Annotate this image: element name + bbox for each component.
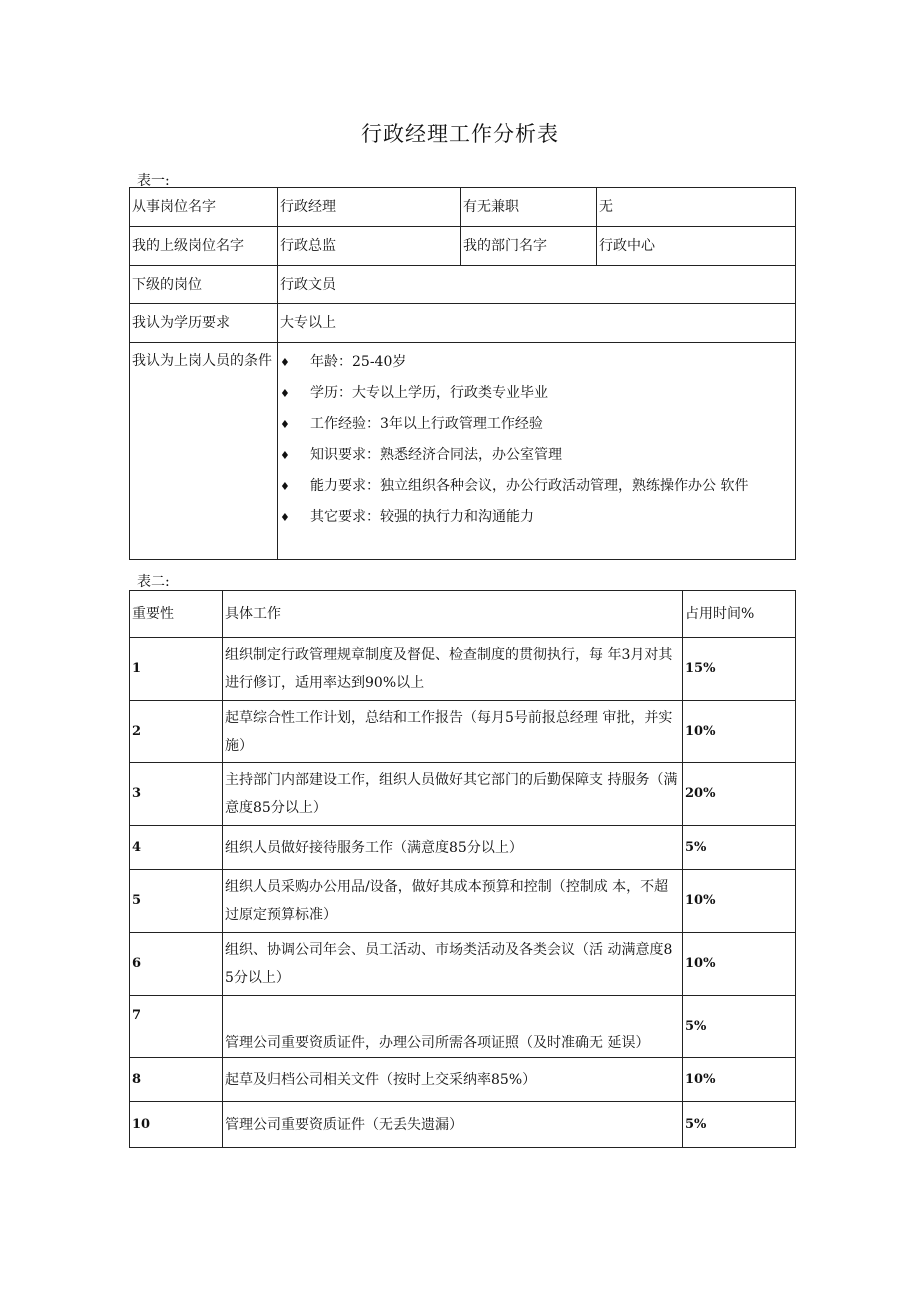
condition-item: ♦ 工作经验：3年以上行政管理工作经验 xyxy=(280,409,793,440)
row-rank: 10 xyxy=(130,1102,223,1148)
diamond-bullet-icon: ♦ xyxy=(280,480,290,493)
dept-label: 我的部门名字 xyxy=(461,227,597,266)
condition-item: ♦ 能力要求：独立组织各种会议，办公行政活动管理，熟练操作办公 软件 xyxy=(280,471,793,502)
row-rank: 7 xyxy=(130,996,223,1058)
parttime-value: 无 xyxy=(597,188,796,227)
header-work: 具体工作 xyxy=(223,591,683,638)
table1-caption: 表一: xyxy=(137,173,170,189)
job-info-table xyxy=(129,187,796,560)
row-time: 20% xyxy=(683,763,796,826)
table-row xyxy=(130,1058,796,1102)
diamond-bullet-icon: ♦ xyxy=(280,511,290,524)
table2-caption: 表二: xyxy=(137,574,170,590)
diamond-bullet-icon: ♦ xyxy=(280,418,290,431)
table-row xyxy=(130,638,796,701)
row-work: 管理公司重要资质证件，办理公司所需各项证照（及时准确无 延误） xyxy=(223,996,683,1058)
diamond-bullet-icon: ♦ xyxy=(280,449,290,462)
row-time: 5% xyxy=(683,996,796,1058)
education-label: 我认为学历要求 xyxy=(130,304,278,343)
row-work: 起草及归档公司相关文件（按时上交采纳率85%） xyxy=(223,1058,683,1102)
row-time: 10% xyxy=(683,1058,796,1102)
row-rank: 6 xyxy=(130,933,223,996)
parttime-label: 有无兼职 xyxy=(461,188,597,227)
row-rank: 2 xyxy=(130,701,223,763)
row-work: 组织人员采购办公用品/设备，做好其成本预算和控制（控制成 本，不超过原定预算标准） xyxy=(223,870,683,933)
dept-value: 行政中心 xyxy=(597,227,796,266)
superior-value: 行政总监 xyxy=(278,227,461,266)
education-value: 大专以上 xyxy=(278,304,796,343)
subordinate-label: 下级的岗位 xyxy=(130,266,278,304)
header-time: 占用时间% xyxy=(683,591,796,638)
row-rank: 5 xyxy=(130,870,223,933)
row-rank: 3 xyxy=(130,763,223,826)
row-work: 组织人员做好接待服务工作（满意度85分以上） xyxy=(223,826,683,870)
row-rank: 4 xyxy=(130,826,223,870)
diamond-bullet-icon: ♦ xyxy=(280,356,290,369)
table-row xyxy=(130,763,796,826)
row-time: 5% xyxy=(683,826,796,870)
conditions-list xyxy=(278,343,796,560)
row-work: 起草综合性工作计划，总结和工作报告（每月5号前报总经理 审批，并实施） xyxy=(223,701,683,763)
header-importance: 重要性 xyxy=(130,591,223,638)
row-work: 组织制定行政管理规章制度及督促、检查制度的贯彻执行，每 年3月对其进行修订，适用率达到90%以上 xyxy=(223,638,683,701)
page-title: 行政经理工作分析表 xyxy=(361,122,559,146)
condition-item: ♦ 年龄：25-40岁 xyxy=(280,347,793,378)
condition-item: ♦ 知识要求：熟悉经济合同法，办公室管理 xyxy=(280,440,793,471)
position-label: 从事岗位名字 xyxy=(130,188,278,227)
conditions-label: 我认为上岗人员的条件 xyxy=(130,343,278,560)
table-row xyxy=(130,701,796,763)
row-time: 15% xyxy=(683,638,796,701)
table-row xyxy=(130,933,796,996)
table-row xyxy=(130,1102,796,1148)
row-time: 10% xyxy=(683,933,796,996)
diamond-bullet-icon: ♦ xyxy=(280,387,290,400)
condition-item: ♦ 其它要求：较强的执行力和沟通能力 xyxy=(280,502,793,533)
row-rank: 1 xyxy=(130,638,223,701)
row-time: 5% xyxy=(683,1102,796,1148)
table-row xyxy=(130,996,796,1058)
position-value: 行政经理 xyxy=(278,188,461,227)
work-analysis-table xyxy=(129,590,796,1148)
row-time: 10% xyxy=(683,870,796,933)
row-work: 组织、协调公司年会、员工活动、市场类活动及各类会议（活 动满意度85分以上） xyxy=(223,933,683,996)
row-work: 主持部门内部建设工作，组织人员做好其它部门的后勤保障支 持服务（满意度85分以上） xyxy=(223,763,683,826)
table-row xyxy=(130,870,796,933)
table-row xyxy=(130,826,796,870)
subordinate-value: 行政文员 xyxy=(278,266,796,304)
row-work: 管理公司重要资质证件（无丢失遗漏） xyxy=(223,1102,683,1148)
row-rank: 8 xyxy=(130,1058,223,1102)
superior-label: 我的上级岗位名字 xyxy=(130,227,278,266)
row-time: 10% xyxy=(683,701,796,763)
condition-item: ♦ 学历：大专以上学历，行政类专业毕业 xyxy=(280,378,793,409)
